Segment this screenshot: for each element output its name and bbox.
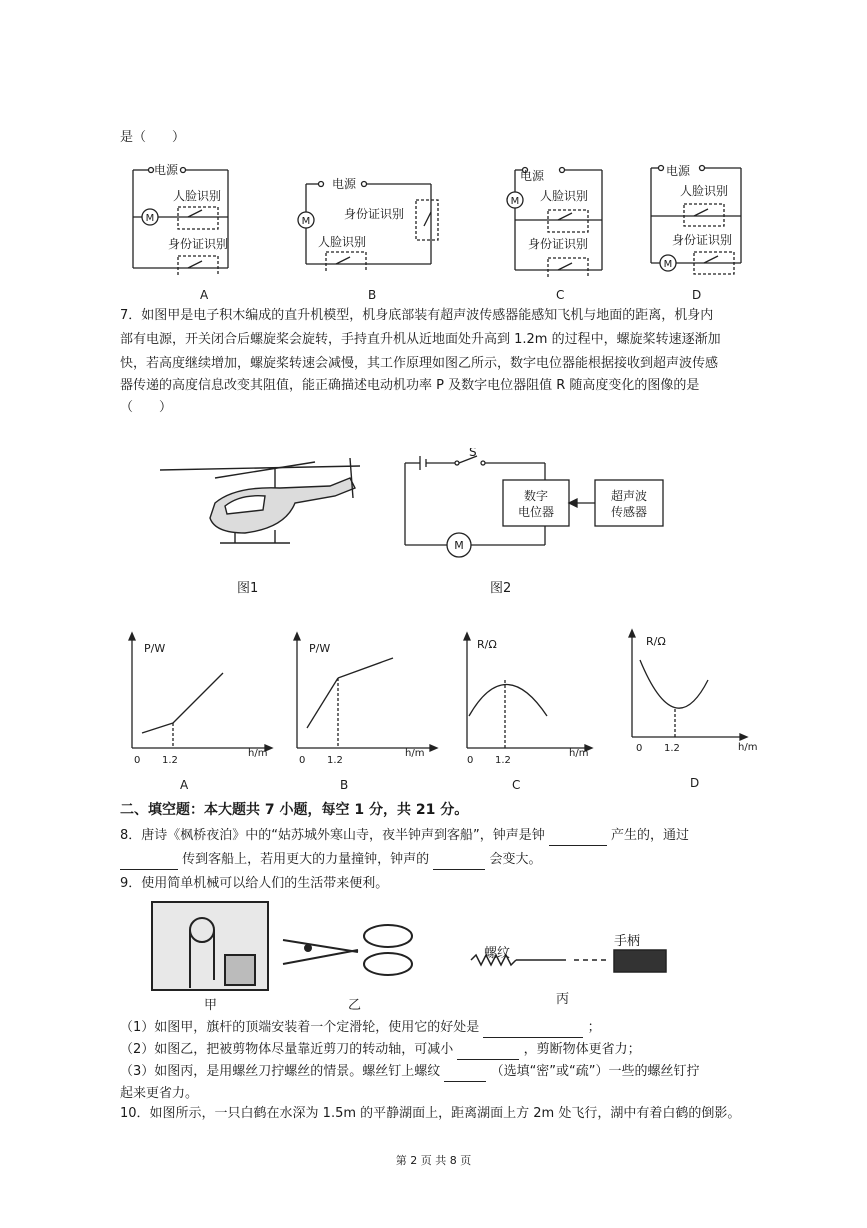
graph-c-letter: C bbox=[512, 778, 521, 792]
circuit-a bbox=[128, 160, 238, 275]
motor-symbol: M bbox=[454, 539, 464, 552]
q9-sub3: （3）如图丙，是用螺丝刀拧螺丝的情景。螺丝钉上螺纹 （选填“密”或“疏”）一些的螺丝钉拧 bbox=[120, 1062, 760, 1082]
svg-text:电源: 电源 bbox=[666, 164, 691, 178]
sensor-label-1: 超声波 bbox=[610, 489, 648, 503]
pot-label-2: 电位器 bbox=[517, 505, 555, 519]
svg-text:P/W: P/W bbox=[144, 642, 166, 655]
svg-text:1.2: 1.2 bbox=[664, 743, 680, 754]
graph-d-letter: D bbox=[690, 776, 700, 790]
q7-line3: 快，若高度继续增加，螺旋桨转速会减慢，其工作原理如图乙所示，数字电位器能根据接收到超声波传感 bbox=[120, 356, 719, 371]
graph-a bbox=[120, 628, 280, 768]
svg-text:M: M bbox=[663, 259, 673, 270]
circuit-b bbox=[296, 172, 446, 272]
svg-text:P/W: P/W bbox=[309, 642, 331, 655]
svg-text:电源: 电源 bbox=[520, 169, 545, 183]
q9-sub2: （2）如图乙，把被剪物体尽量靠近剪刀的转动轴，可减小 ，剪断物体更省力； bbox=[120, 1040, 760, 1060]
svg-text:0: 0 bbox=[299, 755, 306, 766]
svg-text:0: 0 bbox=[134, 755, 141, 766]
svg-text:人脸识别: 人脸识别 bbox=[680, 184, 729, 198]
svg-text:人脸识别: 人脸识别 bbox=[318, 235, 367, 249]
circuit-c bbox=[500, 160, 620, 278]
switch-label: S bbox=[469, 448, 477, 459]
svg-text:R/Ω: R/Ω bbox=[646, 635, 666, 648]
svg-text:身份证识别: 身份证识别 bbox=[528, 237, 589, 251]
label-jia: 甲 bbox=[204, 998, 218, 1013]
answer-blank[interactable] bbox=[457, 1045, 519, 1060]
q7-line2: 部有电源，开关闭合后螺旋桨会旋转，手持直升机从近地面处升高到 1.2m 的过程中，螺旋桨转速逐渐加 bbox=[120, 332, 721, 347]
q9-sub1: （1）如图甲，旗杆的顶端安装着一个定滑轮，使用它的好处是 ； bbox=[120, 1018, 760, 1038]
circuit-b-letter: B bbox=[368, 288, 377, 302]
svg-text:R/Ω: R/Ω bbox=[477, 638, 497, 651]
svg-text:M: M bbox=[301, 216, 311, 227]
q9-intro: 9．使用简单机械可以给人们的生活带来便利。 bbox=[120, 876, 389, 891]
answer-blank[interactable] bbox=[433, 855, 485, 870]
sensor-label-2: 传感器 bbox=[610, 505, 648, 519]
pot-label-1: 数字 bbox=[523, 489, 549, 503]
svg-text:1.2: 1.2 bbox=[495, 755, 511, 766]
helicopter-image bbox=[155, 448, 370, 563]
q8-line2: 传到客船上，若用更大的力量撞钟，钟声的 会变大。 bbox=[120, 850, 760, 870]
svg-text:身份证识别: 身份证识别 bbox=[344, 207, 405, 221]
face-label: 人脸识别 bbox=[173, 189, 222, 203]
svg-text:h/m: h/m bbox=[405, 748, 425, 759]
flagpole-image bbox=[150, 900, 270, 992]
graph-b bbox=[285, 628, 445, 768]
q6-tail: 是（ ） bbox=[120, 130, 186, 145]
motor-label: M bbox=[145, 213, 155, 224]
answer-blank[interactable] bbox=[549, 831, 607, 846]
svg-text:人脸识别: 人脸识别 bbox=[540, 189, 589, 203]
scissors-image bbox=[278, 920, 418, 980]
answer-blank[interactable] bbox=[483, 1023, 583, 1038]
q7-line5: （ ） bbox=[120, 400, 173, 415]
q10-text: 10．如图所示，一只白鹤在水深为 1.5m 的平静湖面上，距离湖面上方 2m 处飞行，湖中有着白鹤的倒影。 bbox=[120, 1106, 741, 1121]
page-footer: 第 2 页 共 8 页 bbox=[395, 1154, 472, 1167]
svg-text:h/m: h/m bbox=[569, 748, 589, 759]
svg-text:0: 0 bbox=[467, 755, 474, 766]
circuit-d bbox=[646, 158, 756, 278]
label-thread: 螺纹 bbox=[484, 946, 511, 961]
graph-b-letter: B bbox=[340, 778, 349, 792]
svg-text:0: 0 bbox=[636, 743, 643, 754]
circuit-a-letter: A bbox=[200, 288, 209, 302]
svg-text:h/m: h/m bbox=[248, 748, 268, 759]
q7-line4: 器传递的高度信息改变其阻值，能正确描述电动机功率 P 及数字电位器阻值 R 随高度变化的图像的是 bbox=[120, 378, 700, 393]
fig2-caption: 图2 bbox=[490, 581, 512, 596]
graph-c bbox=[455, 628, 605, 768]
svg-text:1.2: 1.2 bbox=[327, 755, 343, 766]
svg-text:M: M bbox=[510, 196, 520, 207]
answer-blank[interactable] bbox=[120, 855, 178, 870]
svg-text:h/m: h/m bbox=[738, 742, 758, 753]
graph-d bbox=[620, 625, 770, 765]
label-handle: 手柄 bbox=[614, 934, 641, 949]
graph-a-letter: A bbox=[180, 778, 189, 792]
fig1-caption: 图1 bbox=[237, 581, 259, 596]
svg-text:1.2: 1.2 bbox=[162, 755, 178, 766]
label-bing: 丙 bbox=[556, 992, 570, 1007]
power-label: 电源 bbox=[154, 163, 179, 177]
id-label: 身份证识别 bbox=[168, 237, 229, 251]
q8-line1: 8．唐诗《枫桥夜泊》中的“姑苏城外寒山寺，夜半钟声到客船”，钟声是钟 产生的，通过 bbox=[120, 826, 760, 846]
svg-text:身份证识别: 身份证识别 bbox=[672, 233, 733, 247]
answer-blank[interactable] bbox=[444, 1067, 486, 1082]
label-yi: 乙 bbox=[348, 998, 362, 1013]
q7-line1: 7．如图甲是电子积木编成的直升机模型，机身底部装有超声波传感器能感知飞机与地面的距离，机身内 bbox=[120, 308, 714, 323]
svg-text:电源: 电源 bbox=[332, 177, 357, 191]
circuit-d-letter: D bbox=[692, 288, 702, 302]
q9-sub3-cont: 起来更省力。 bbox=[120, 1086, 199, 1101]
section-heading: 二、填空题：本大题共 7 小题，每空 1 分，共 21 分。 bbox=[120, 802, 469, 818]
control-circuit bbox=[395, 448, 680, 563]
circuit-c-letter: C bbox=[556, 288, 565, 302]
